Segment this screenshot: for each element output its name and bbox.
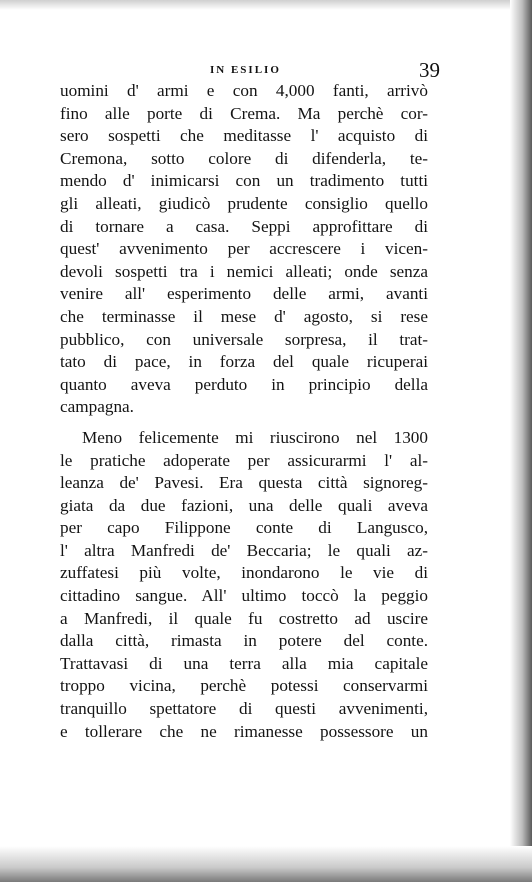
text-line: tranquillo spettatore di questi avvenimenti, <box>60 699 428 719</box>
text-line: leanza de' Pavesi. Era questa città signoreg- <box>60 473 428 493</box>
text-line: troppo vicina, perchè potessi conservarmi <box>60 676 428 696</box>
text-line: zuffatesi più volte, inondarono le vie di <box>60 563 428 583</box>
text-line: gli alleati, giudicò prudente consiglio quello <box>60 193 428 213</box>
text-line: campagna. <box>60 397 134 417</box>
text-line: e tollerare che ne rimanesse possessore un <box>60 721 428 741</box>
text-line: per capo Filippone conte di Langusco, <box>60 518 428 538</box>
page-bottom-shadow <box>0 846 532 882</box>
text-line: tato di pace, in forza del quale ricuperai <box>60 352 428 372</box>
text-line: a Manfredi, il quale fu costretto ad uscire <box>60 608 428 628</box>
text-line: Cremona, sotto colore di difenderla, te- <box>60 148 428 168</box>
text-line: quanto aveva perduto in principio della <box>60 374 428 394</box>
text-line: sero sospetti che meditasse l' acquisto di <box>60 126 428 146</box>
text-line: cittadino sangue. All' ultimo toccò la peggio <box>60 586 428 606</box>
paragraph-1 <box>60 80 428 419</box>
text-line: venire all' esperimento delle armi, avanti <box>60 284 428 304</box>
text-line: fino alle porte di Crema. Ma perchè cor- <box>60 103 428 123</box>
text-line: pubblico, con universale sorpresa, il trat- <box>60 329 428 349</box>
text-line: che terminasse il mese d' agosto, si rese <box>60 306 428 326</box>
text-line: devoli sospetti tra i nemici alleati; onde senza <box>60 261 428 281</box>
text-line: dalla città, rimasta in potere del conte. <box>60 631 428 651</box>
text-line: Meno felicemente mi riuscirono nel 1300 <box>82 427 428 447</box>
page-gutter-shadow <box>510 0 532 882</box>
paragraph-2 <box>60 427 428 743</box>
text-line: di tornare a casa. Seppi approfittare di <box>60 216 428 236</box>
text-line: le pratiche adoperate per assicurarmi l' al- <box>60 450 428 470</box>
page-top-shadow <box>0 0 532 10</box>
page-number: 39 <box>419 58 440 82</box>
paragraph-gap <box>60 419 428 427</box>
text-line: uomini d' armi e con 4,000 fanti, arrivò <box>60 81 428 100</box>
text-line: quest' avvenimento per accrescere i vicen- <box>60 239 428 259</box>
page-header <box>60 58 440 82</box>
body-text <box>60 80 428 743</box>
text-line: giata da due fazioni, una delle quali aveva <box>60 495 428 515</box>
text-line: Trattavasi di una terra alla mia capitale <box>60 653 428 673</box>
text-line: l' altra Manfredi de' Beccaria; le quali az- <box>60 540 428 560</box>
running-head: IN ESILIO <box>210 64 281 76</box>
text-line: mendo d' inimicarsi con un tradimento tutti <box>60 171 428 191</box>
